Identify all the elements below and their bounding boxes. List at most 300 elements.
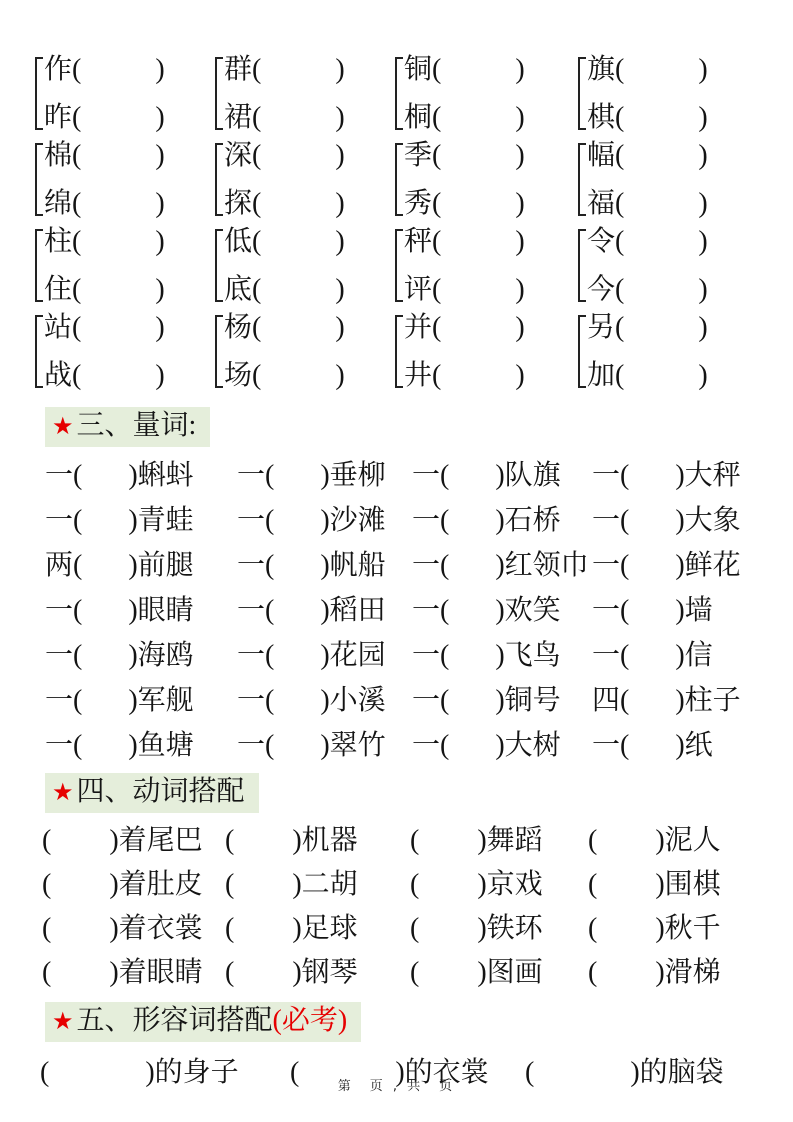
noun-label: 纸 xyxy=(684,730,713,761)
noun-label: 鱼塘 xyxy=(137,730,194,761)
section-heading-verbs xyxy=(45,773,259,813)
open-paren: ( xyxy=(252,360,262,391)
noun-label: 海鸥 xyxy=(137,640,194,671)
pair-line xyxy=(404,224,525,260)
measure-word-item xyxy=(237,678,412,723)
close-paren: ) xyxy=(128,460,138,491)
close-paren: ) xyxy=(698,360,708,391)
character-pair xyxy=(215,138,395,224)
open-paren: ( xyxy=(265,505,275,536)
pair-line xyxy=(404,52,525,88)
pair-bracket-icon xyxy=(578,315,586,388)
character: 铜 xyxy=(404,54,433,85)
pair-line xyxy=(587,358,708,394)
noun-label: 蝌蚪 xyxy=(137,460,194,491)
pair-lines xyxy=(587,52,708,138)
open-paren: ( xyxy=(252,102,262,133)
pair-line xyxy=(44,52,165,88)
measure-word-item xyxy=(45,678,237,723)
character: 底 xyxy=(224,274,253,305)
noun-label: 足球 xyxy=(301,913,358,944)
open-paren: ( xyxy=(620,730,630,761)
verb-collocation-item xyxy=(410,907,588,951)
open-paren: ( xyxy=(615,312,625,343)
close-paren: ) xyxy=(335,54,345,85)
verb-collocation-item xyxy=(410,819,588,863)
open-paren: ( xyxy=(72,274,82,305)
close-paren: ) xyxy=(515,188,525,219)
noun-label: 的身子 xyxy=(154,1057,239,1088)
close-paren: ) xyxy=(155,140,165,171)
pair-line xyxy=(44,138,165,174)
quantity-numeral: 一 xyxy=(592,595,621,626)
pair-lines xyxy=(224,52,345,138)
verb-collocation-item xyxy=(42,863,225,907)
verb-collocation-item xyxy=(42,907,225,951)
open-paren: ( xyxy=(440,595,450,626)
star-icon: ★ xyxy=(52,412,74,440)
character: 住 xyxy=(44,274,73,305)
open-paren: ( xyxy=(620,685,630,716)
open-paren: ( xyxy=(265,595,275,626)
pair-bracket-icon xyxy=(395,143,403,216)
open-paren: ( xyxy=(440,505,450,536)
pair-line xyxy=(587,224,708,260)
character-pair xyxy=(578,52,765,138)
close-paren: ) xyxy=(155,360,165,391)
open-paren: ( xyxy=(615,102,625,133)
close-paren: ) xyxy=(477,913,487,944)
open-paren: ( xyxy=(410,913,420,944)
open-paren: ( xyxy=(42,869,52,900)
noun-label: 着肚皮 xyxy=(118,869,203,900)
pair-lines xyxy=(404,224,525,310)
close-paren: ) xyxy=(335,140,345,171)
pair-line xyxy=(404,138,525,174)
open-paren: ( xyxy=(72,102,82,133)
close-paren: ) xyxy=(128,640,138,671)
open-paren: ( xyxy=(40,1057,50,1088)
measure-word-item xyxy=(45,633,237,678)
noun-label: 帆船 xyxy=(329,550,386,581)
pair-bracket-icon xyxy=(578,57,586,130)
close-paren: ) xyxy=(495,730,505,761)
noun-label: 的脑袋 xyxy=(639,1057,724,1088)
noun-label: 石桥 xyxy=(504,505,561,536)
pair-bracket-icon xyxy=(578,143,586,216)
measure-word-item xyxy=(412,723,592,768)
close-paren: ) xyxy=(477,957,487,988)
measure-word-item xyxy=(45,588,237,633)
quantity-numeral: 一 xyxy=(45,505,74,536)
pair-lines xyxy=(224,224,345,310)
close-paren: ) xyxy=(155,188,165,219)
noun-label: 花园 xyxy=(329,640,386,671)
noun-label: 京戏 xyxy=(486,869,543,900)
noun-label: 图画 xyxy=(486,957,543,988)
close-paren: ) xyxy=(145,1057,155,1088)
pair-bracket-icon xyxy=(35,229,43,302)
close-paren: ) xyxy=(515,312,525,343)
quantity-numeral: 一 xyxy=(412,640,441,671)
close-paren: ) xyxy=(320,730,330,761)
quantity-numeral: 一 xyxy=(45,640,74,671)
pair-line xyxy=(224,224,345,260)
open-paren: ( xyxy=(432,54,442,85)
section-title-measure-words: 三、量词: xyxy=(76,410,197,441)
pair-bracket-icon xyxy=(35,143,43,216)
noun-label: 队旗 xyxy=(504,460,561,491)
open-paren: ( xyxy=(620,550,630,581)
character: 棉 xyxy=(44,140,73,171)
page-footer: 第 页 , 共 页 xyxy=(337,1079,456,1094)
close-paren: ) xyxy=(477,869,487,900)
character-pair xyxy=(395,310,578,396)
open-paren: ( xyxy=(432,102,442,133)
close-paren: ) xyxy=(335,312,345,343)
close-paren: ) xyxy=(515,274,525,305)
verb-collocation-item xyxy=(225,863,410,907)
open-paren: ( xyxy=(432,188,442,219)
open-paren: ( xyxy=(252,226,262,257)
measure-word-item xyxy=(237,633,412,678)
open-paren: ( xyxy=(72,54,82,85)
open-paren: ( xyxy=(615,360,625,391)
measure-word-item xyxy=(592,678,765,723)
close-paren: ) xyxy=(477,825,487,856)
pair-bracket-icon xyxy=(35,57,43,130)
pair-lines xyxy=(44,138,165,224)
pair-line xyxy=(44,310,165,346)
pair-line xyxy=(404,358,525,394)
quantity-numeral: 一 xyxy=(237,640,266,671)
quantity-numeral: 一 xyxy=(45,685,74,716)
character: 幅 xyxy=(587,140,616,171)
close-paren: ) xyxy=(675,460,685,491)
measure-word-item xyxy=(412,633,592,678)
open-paren: ( xyxy=(410,869,420,900)
pair-line xyxy=(224,138,345,174)
character: 旗 xyxy=(587,54,616,85)
noun-label: 沙滩 xyxy=(329,505,386,536)
pairs-grid xyxy=(35,52,765,396)
open-paren: ( xyxy=(410,957,420,988)
pair-bracket-icon xyxy=(395,229,403,302)
character-pair xyxy=(215,224,395,310)
noun-label: 垂柳 xyxy=(329,460,386,491)
close-paren: ) xyxy=(320,460,330,491)
verb-collocation-item xyxy=(410,951,588,995)
close-paren: ) xyxy=(698,140,708,171)
open-paren: ( xyxy=(432,312,442,343)
open-paren: ( xyxy=(615,54,625,85)
character: 群 xyxy=(224,54,253,85)
pair-line xyxy=(587,52,708,88)
quantity-numeral: 一 xyxy=(412,685,441,716)
open-paren: ( xyxy=(72,360,82,391)
pair-lines xyxy=(44,52,165,138)
measure-word-item xyxy=(45,453,237,498)
open-paren: ( xyxy=(440,460,450,491)
star-icon: ★ xyxy=(52,778,74,806)
pair-line xyxy=(404,100,525,136)
pair-line xyxy=(44,186,165,222)
open-paren: ( xyxy=(615,226,625,257)
quantity-numeral: 一 xyxy=(412,460,441,491)
close-paren: ) xyxy=(320,685,330,716)
close-paren: ) xyxy=(128,595,138,626)
quantity-numeral: 一 xyxy=(237,730,266,761)
close-paren: ) xyxy=(515,54,525,85)
open-paren: ( xyxy=(73,595,83,626)
character: 作 xyxy=(44,54,73,85)
pair-bracket-icon xyxy=(35,315,43,388)
character: 令 xyxy=(587,226,616,257)
pair-bracket-icon xyxy=(215,143,223,216)
close-paren: ) xyxy=(292,869,302,900)
pair-line xyxy=(44,100,165,136)
close-paren: ) xyxy=(630,1057,640,1088)
quantity-numeral: 一 xyxy=(45,460,74,491)
open-paren: ( xyxy=(615,140,625,171)
noun-label: 机器 xyxy=(301,825,358,856)
noun-label: 铁环 xyxy=(486,913,543,944)
open-paren: ( xyxy=(588,825,598,856)
open-paren: ( xyxy=(42,913,52,944)
close-paren: ) xyxy=(515,140,525,171)
open-paren: ( xyxy=(72,226,82,257)
close-paren: ) xyxy=(698,54,708,85)
close-paren: ) xyxy=(698,312,708,343)
close-paren: ) xyxy=(128,505,138,536)
character: 秤 xyxy=(404,226,433,257)
close-paren: ) xyxy=(128,550,138,581)
open-paren: ( xyxy=(440,550,450,581)
character-pair xyxy=(35,310,215,396)
pair-line xyxy=(224,186,345,222)
noun-label: 信 xyxy=(684,640,713,671)
character: 棋 xyxy=(587,102,616,133)
pair-lines xyxy=(224,138,345,224)
close-paren: ) xyxy=(675,505,685,536)
noun-label: 二胡 xyxy=(301,869,358,900)
open-paren: ( xyxy=(252,312,262,343)
verb-collocation-item xyxy=(410,863,588,907)
pair-lines xyxy=(404,310,525,396)
close-paren: ) xyxy=(128,730,138,761)
close-paren: ) xyxy=(292,913,302,944)
quantity-numeral: 一 xyxy=(412,550,441,581)
character: 深 xyxy=(224,140,253,171)
character-pair xyxy=(578,138,765,224)
pair-line xyxy=(587,272,708,308)
close-paren: ) xyxy=(155,102,165,133)
character: 杨 xyxy=(224,312,253,343)
character: 加 xyxy=(587,360,616,391)
close-paren: ) xyxy=(655,825,665,856)
quantity-numeral: 两 xyxy=(45,550,74,581)
noun-label: 铜号 xyxy=(504,685,561,716)
noun-label: 稻田 xyxy=(329,595,386,626)
character-pair xyxy=(395,138,578,224)
measure-word-item xyxy=(592,453,765,498)
noun-label: 着尾巴 xyxy=(118,825,203,856)
pair-line xyxy=(44,224,165,260)
pair-bracket-icon xyxy=(395,57,403,130)
character: 柱 xyxy=(44,226,73,257)
open-paren: ( xyxy=(42,957,52,988)
pair-line xyxy=(44,272,165,308)
pair-line xyxy=(587,138,708,174)
measure-word-item xyxy=(412,588,592,633)
measure-word-item xyxy=(45,498,237,543)
noun-label: 的衣裳 xyxy=(404,1057,489,1088)
close-paren: ) xyxy=(335,360,345,391)
noun-label: 舞蹈 xyxy=(486,825,543,856)
measure-word-item xyxy=(592,588,765,633)
character: 昨 xyxy=(44,102,73,133)
open-paren: ( xyxy=(588,957,598,988)
section-heading-measure-words xyxy=(45,407,210,447)
verb-collocation-item xyxy=(588,907,765,951)
quantity-numeral: 一 xyxy=(592,550,621,581)
noun-label: 军舰 xyxy=(137,685,194,716)
noun-label: 大象 xyxy=(684,505,741,536)
quantity-numeral: 一 xyxy=(237,460,266,491)
measure-words-grid xyxy=(35,453,765,768)
open-paren: ( xyxy=(440,640,450,671)
close-paren: ) xyxy=(395,1057,405,1088)
noun-label: 鲜花 xyxy=(684,550,741,581)
pair-lines xyxy=(587,224,708,310)
character: 桐 xyxy=(404,102,433,133)
measure-word-item xyxy=(45,723,237,768)
verb-collocation-item xyxy=(225,907,410,951)
measure-word-item xyxy=(237,543,412,588)
open-paren: ( xyxy=(225,957,235,988)
close-paren: ) xyxy=(292,957,302,988)
measure-word-item xyxy=(592,498,765,543)
open-paren: ( xyxy=(225,869,235,900)
close-paren: ) xyxy=(335,188,345,219)
measure-word-item xyxy=(412,453,592,498)
quantity-numeral: 一 xyxy=(45,595,74,626)
close-paren: ) xyxy=(675,595,685,626)
character: 站 xyxy=(44,312,73,343)
noun-label: 欢笑 xyxy=(504,595,561,626)
noun-label: 红领巾 xyxy=(504,550,589,581)
open-paren: ( xyxy=(588,913,598,944)
close-paren: ) xyxy=(320,505,330,536)
measure-word-item xyxy=(45,543,237,588)
verb-collocation-item xyxy=(42,951,225,995)
measure-word-item xyxy=(412,543,592,588)
noun-label: 翠竹 xyxy=(329,730,386,761)
close-paren: ) xyxy=(109,869,119,900)
noun-label: 滑梯 xyxy=(664,957,721,988)
open-paren: ( xyxy=(432,226,442,257)
character: 另 xyxy=(587,312,616,343)
quantity-numeral: 一 xyxy=(237,595,266,626)
open-paren: ( xyxy=(72,188,82,219)
close-paren: ) xyxy=(335,102,345,133)
open-paren: ( xyxy=(588,869,598,900)
quantity-numeral: 一 xyxy=(592,730,621,761)
character: 战 xyxy=(44,360,73,391)
quantity-numeral: 一 xyxy=(592,460,621,491)
measure-word-item xyxy=(237,453,412,498)
noun-label: 小溪 xyxy=(329,685,386,716)
close-paren: ) xyxy=(698,188,708,219)
measure-word-item xyxy=(592,633,765,678)
close-paren: ) xyxy=(320,550,330,581)
measure-word-item xyxy=(592,723,765,768)
open-paren: ( xyxy=(265,640,275,671)
noun-label: 墙 xyxy=(684,595,713,626)
quantity-numeral: 四 xyxy=(592,685,621,716)
open-paren: ( xyxy=(265,550,275,581)
verb-collocation-item xyxy=(225,819,410,863)
close-paren: ) xyxy=(515,226,525,257)
close-paren: ) xyxy=(320,640,330,671)
pair-lines xyxy=(224,310,345,396)
character-pair xyxy=(215,310,395,396)
character: 井 xyxy=(404,360,433,391)
close-paren: ) xyxy=(335,274,345,305)
close-paren: ) xyxy=(292,825,302,856)
pair-line xyxy=(224,100,345,136)
section-title-adjectives: 五、形容词搭配 xyxy=(76,1005,273,1036)
measure-word-item xyxy=(412,678,592,723)
pair-lines xyxy=(44,224,165,310)
noun-label: 围棋 xyxy=(664,869,721,900)
character: 秀 xyxy=(404,188,433,219)
quantity-numeral: 一 xyxy=(592,505,621,536)
close-paren: ) xyxy=(675,640,685,671)
close-paren: ) xyxy=(495,595,505,626)
pair-bracket-icon xyxy=(215,315,223,388)
character-pair xyxy=(35,224,215,310)
noun-label: 大秤 xyxy=(684,460,741,491)
open-paren: ( xyxy=(620,460,630,491)
noun-label: 眼睛 xyxy=(137,595,194,626)
close-paren: ) xyxy=(320,595,330,626)
close-paren: ) xyxy=(675,550,685,581)
section-heading-adjectives xyxy=(45,1002,361,1042)
measure-word-item xyxy=(237,498,412,543)
pair-line xyxy=(404,272,525,308)
pair-line xyxy=(404,186,525,222)
verb-collocation-item xyxy=(588,951,765,995)
noun-label: 青蛙 xyxy=(137,505,194,536)
pair-line xyxy=(404,310,525,346)
verb-grid xyxy=(35,819,765,995)
open-paren: ( xyxy=(615,274,625,305)
verb-collocation-item xyxy=(588,863,765,907)
close-paren: ) xyxy=(495,460,505,491)
character-pair xyxy=(395,224,578,310)
pair-bracket-icon xyxy=(215,229,223,302)
close-paren: ) xyxy=(128,685,138,716)
close-paren: ) xyxy=(698,226,708,257)
close-paren: ) xyxy=(495,505,505,536)
pair-lines xyxy=(587,138,708,224)
open-paren: ( xyxy=(432,360,442,391)
verb-collocation-item xyxy=(588,819,765,863)
close-paren: ) xyxy=(335,226,345,257)
noun-label: 泥人 xyxy=(664,825,721,856)
open-paren: ( xyxy=(432,140,442,171)
